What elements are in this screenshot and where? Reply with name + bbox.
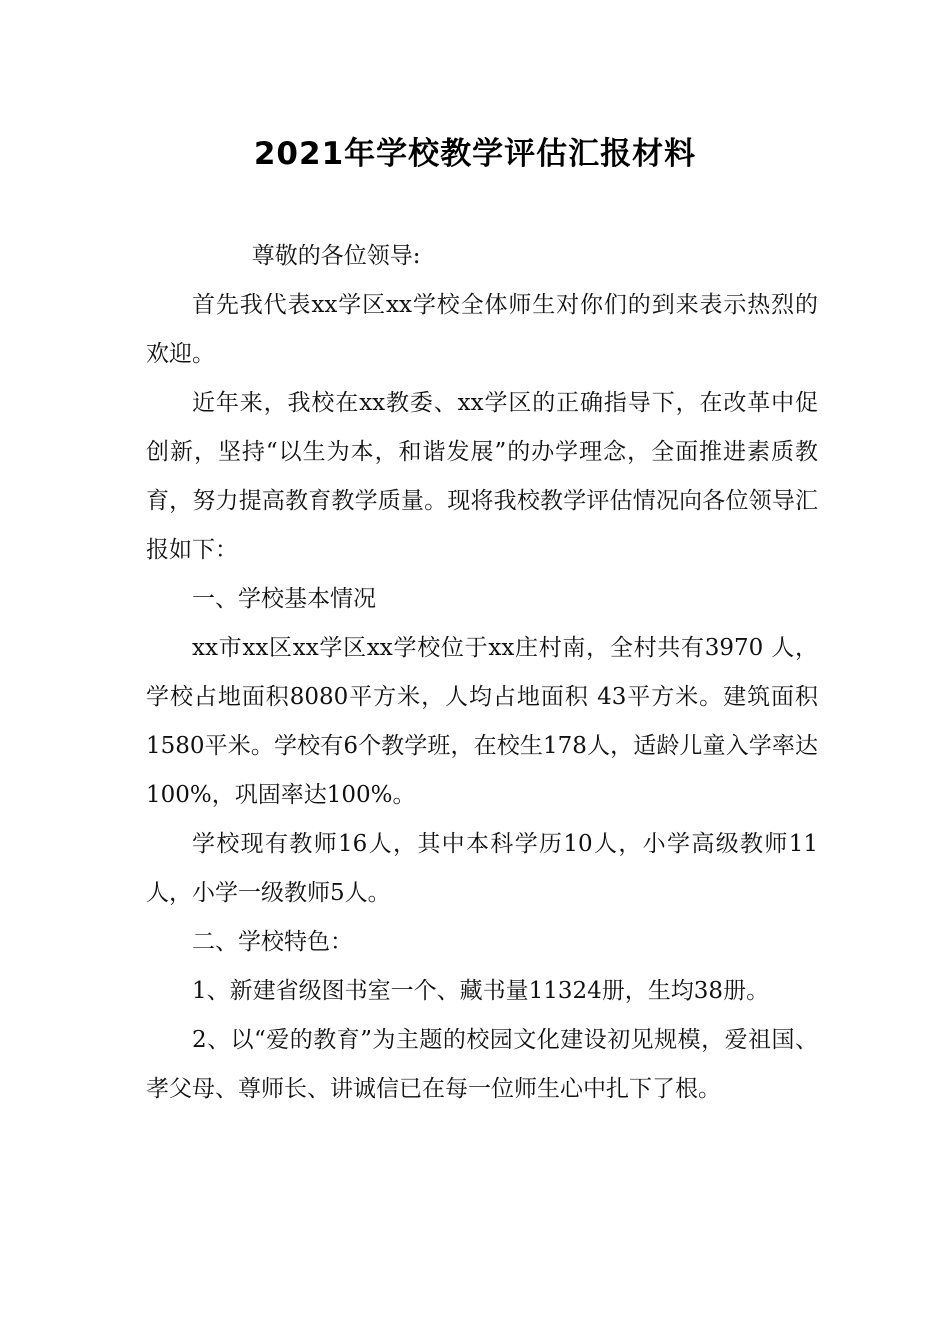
section-heading-features: 二、学校特色： [192, 929, 353, 955]
paragraph-school-location: xx市xx区xx学区xx学校位于xx庄村南，全村共有3970 人，学校占地面积8080平方米，人均占地面积 43平方米。建筑面积1580平米。学校有6个教学班，在校生178人，适龄儿童入学率达100%，巩固率达100%。 [146, 635, 818, 808]
salutation: 尊敬的各位领导: [251, 243, 421, 269]
feature-item-library: 1、新建省级图书室一个、藏书量11324册，生均38册。 [192, 978, 770, 1004]
feature-item-culture: 2、以“爱的教育”为主题的校园文化建设初见规模，爱祖国、孝父母、尊师长、讲诚信已在每一位师生心中扎下了根。 [146, 1027, 818, 1102]
document-title: 2021年学校教学评估汇报材料 [253, 136, 697, 172]
paragraph-teachers: 学校现有教师16人，其中本科学历10人，小学高级教师11人，小学一级教师5人。 [146, 831, 818, 906]
section-heading-basic-info: 一、学校基本情况 [192, 586, 376, 612]
document-body [146, 232, 818, 1114]
paragraph-introduction: 近年来，我校在xx教委、xx学区的正确指导下，在改革中促创新，坚持“以生为本，和谐发展”的办学理念，全面推进素质教育，努力提高教育教学质量。现将我校教学评估情况向各位领导汇报如下： [146, 390, 818, 563]
paragraph-welcome: 首先我代表xx学区xx学校全体师生对你们的到来表示热烈的欢迎。 [146, 292, 818, 367]
